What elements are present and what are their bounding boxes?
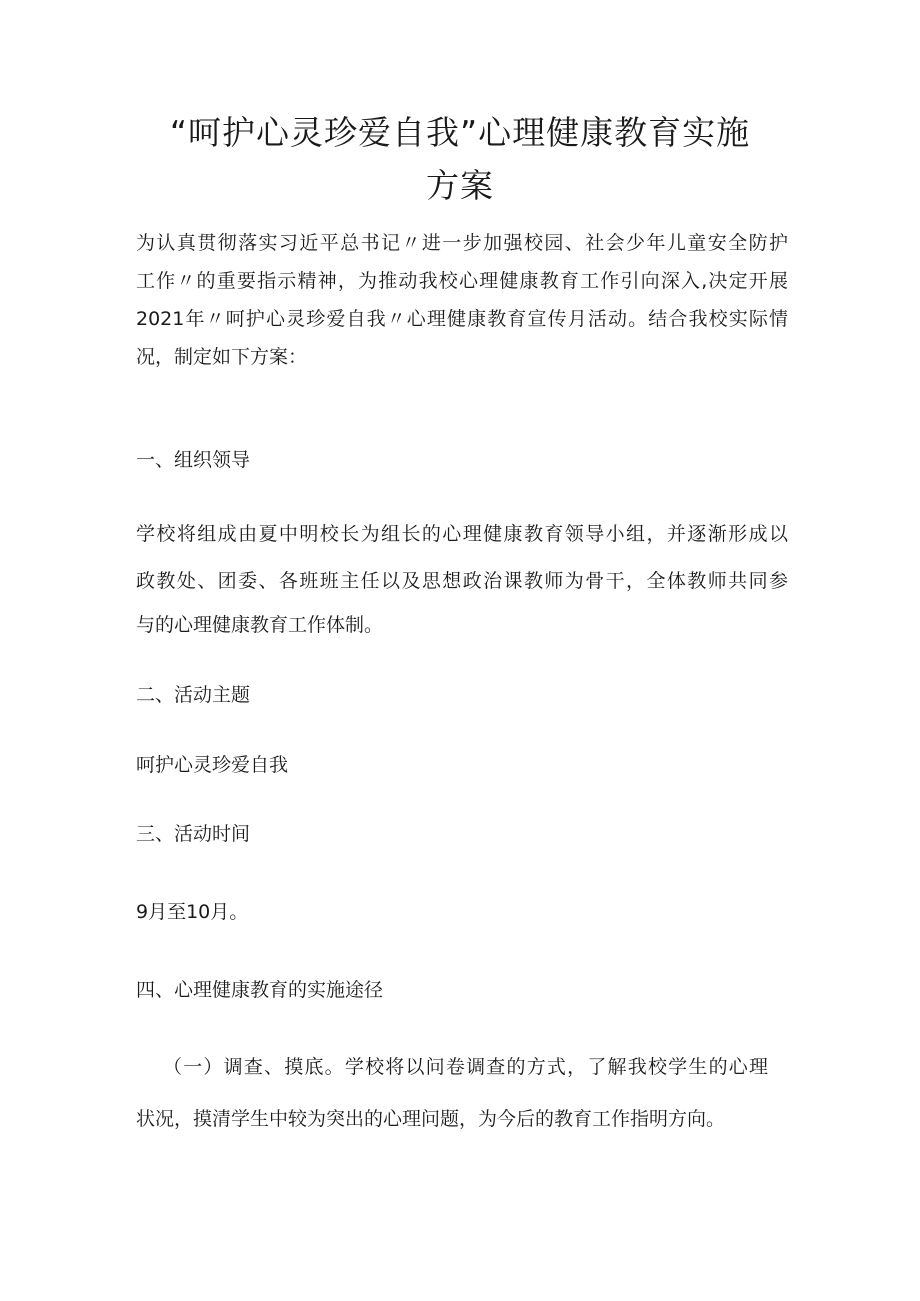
intro-line-3: 2021年〃呵护心灵珍爱自我〃心理健康教育宣传月活动。结合我校实际情 xyxy=(136,308,788,330)
intro-line-2: 工作〃的重要指示精神，为推动我校心理健康教育工作引向深入,决定开展 xyxy=(136,270,788,292)
section-4-heading: 四、心理健康教育的实施途径 xyxy=(136,979,384,1001)
section-3-heading: 三、活动时间 xyxy=(136,823,251,845)
section-1-line-1: 学校将组成由夏中明校长为组长的心理健康教育领导小组，并逐渐形成以 xyxy=(136,523,788,545)
intro-line-4: 况，制定如下方案： xyxy=(136,346,308,368)
section-1-line-2: 政教处、团委、各班班主任以及思想政治课教师为骨干，全体教师共同参 xyxy=(136,570,788,592)
intro-line-1: 为认真贯彻落实习近平总书记〃进一步加强校园、社会少年儿童安全防护 xyxy=(136,232,788,254)
section-4-item-1-line-2: 状况，摸清学生中较为突出的心理问题，为今后的教育工作指明方向。 xyxy=(136,1108,726,1130)
document-title-line-2: 方案 xyxy=(426,166,494,205)
section-3-text: 9月至10月。 xyxy=(136,901,249,923)
section-1-heading: 一、组织领导 xyxy=(136,449,251,471)
section-2-heading: 二、活动主题 xyxy=(136,684,251,706)
section-1-line-3: 与的心理健康教育工作体制。 xyxy=(136,614,384,636)
document-title-line-1: “呵护心灵珍爱自我”心理健康教育实施 xyxy=(169,113,751,152)
section-4-item-1-line-1: （一）调查、摸底。学校将以问卷调查的方式，了解我校学生的心理 xyxy=(163,1056,768,1078)
section-2-text: 呵护心灵珍爱自我 xyxy=(136,754,289,776)
